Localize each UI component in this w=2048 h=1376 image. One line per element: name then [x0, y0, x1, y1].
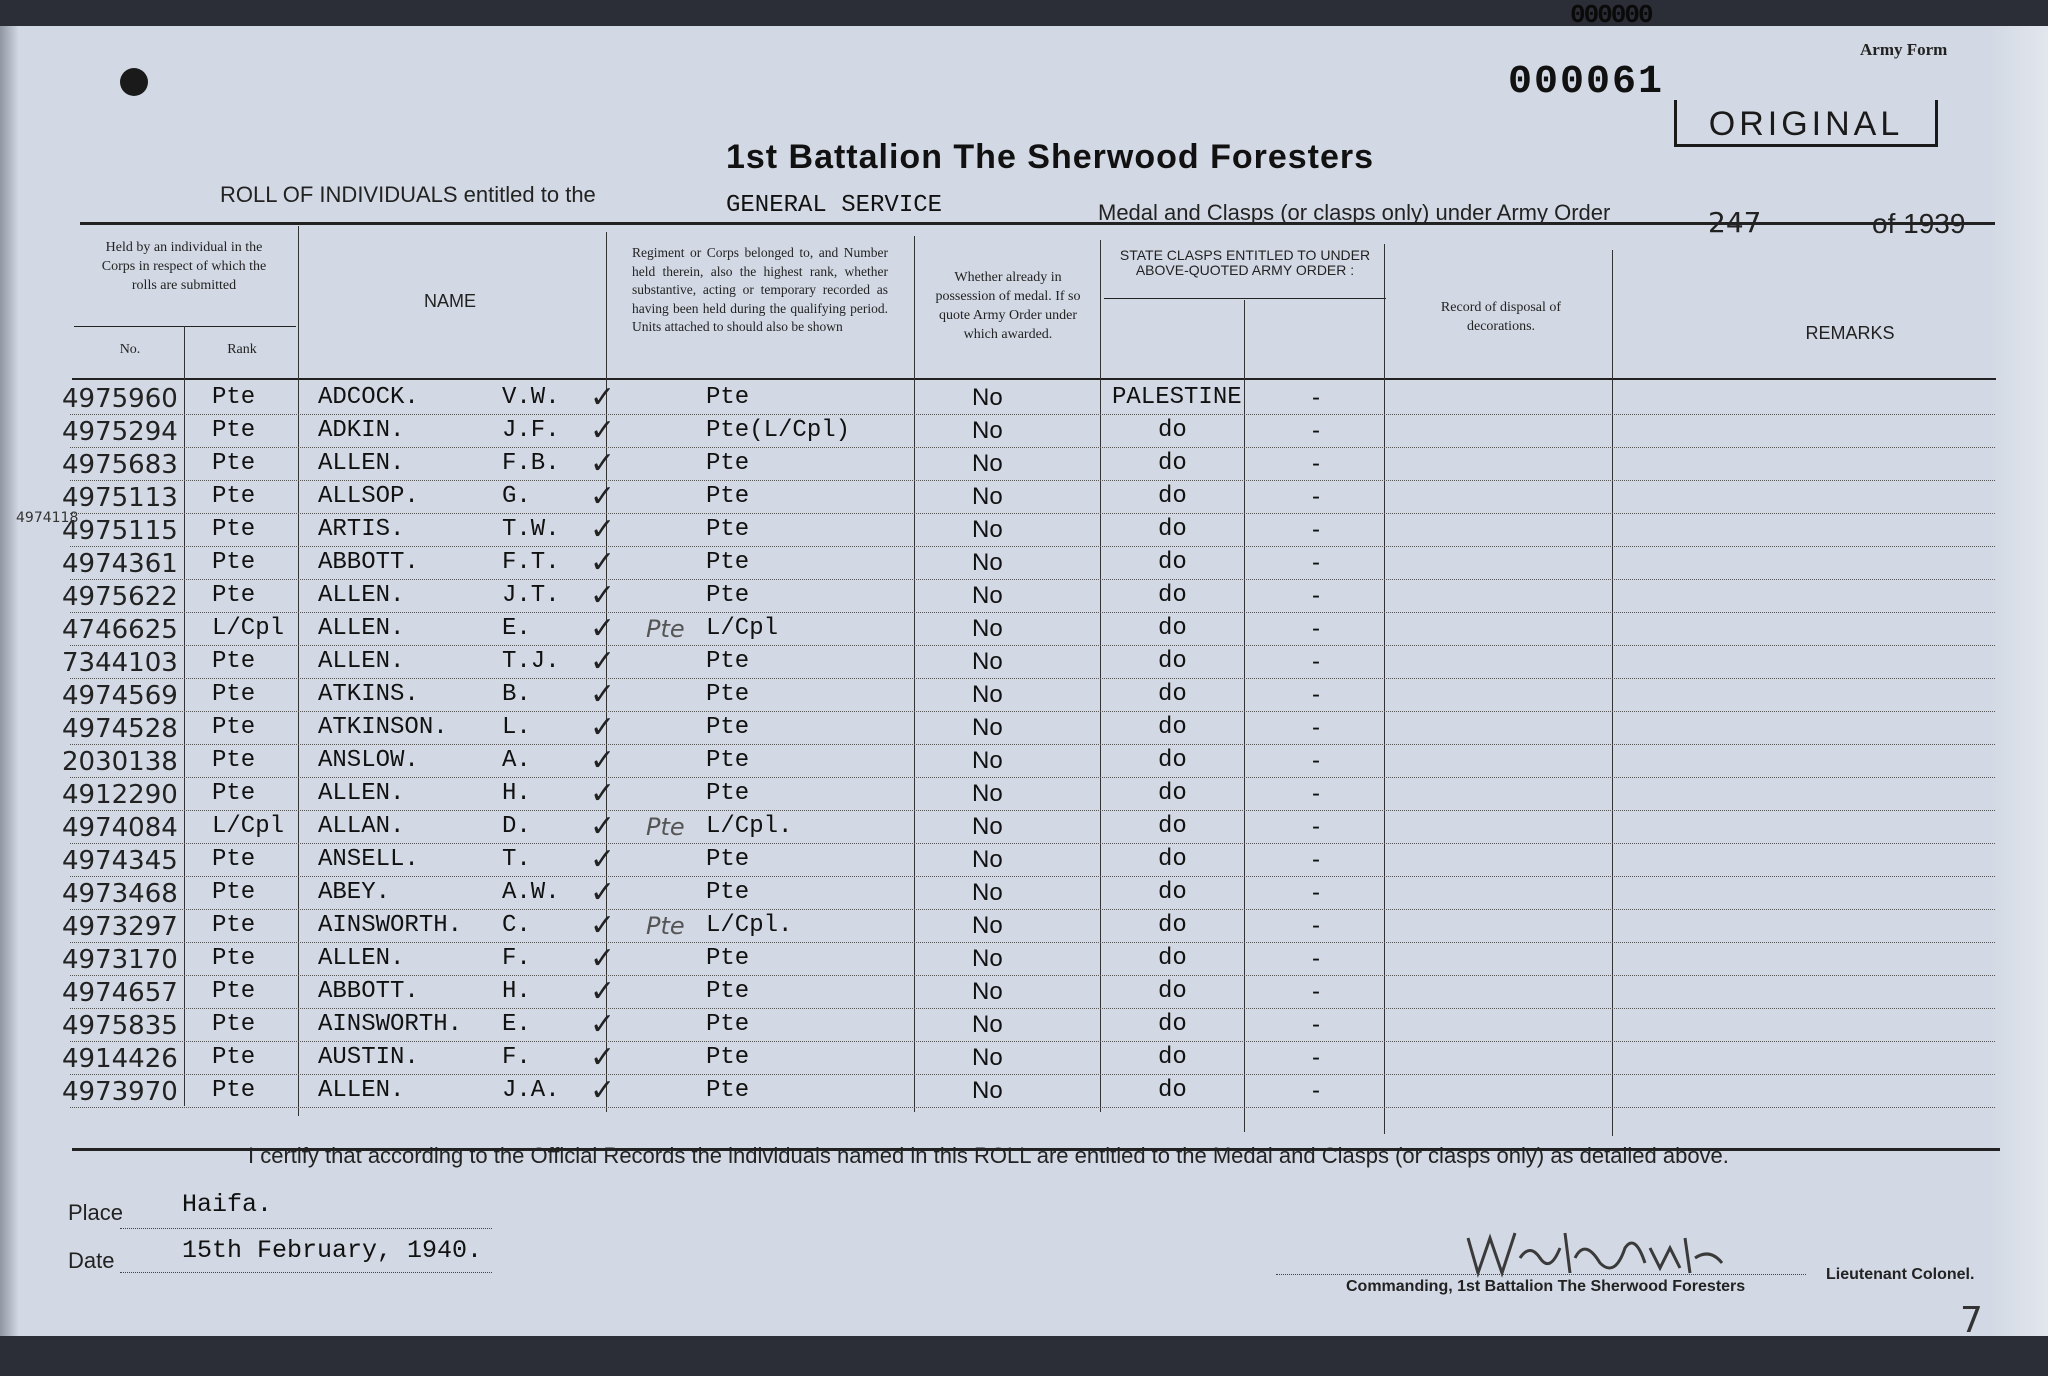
initials: T. [502, 846, 531, 873]
page-title: 1st Battalion The Sherwood Foresters [725, 138, 1375, 176]
surname: ALLEN. [318, 945, 405, 972]
clasp-second: - [1312, 813, 1320, 840]
place-label: Place [68, 1200, 124, 1225]
header-disposal: Record of disposal of decorations. [1440, 300, 1562, 334]
rank-value: Pte [212, 450, 256, 477]
header-possession: Whether already in possession of medal. If so quote Army Order under which awarded. [935, 270, 1081, 342]
held-by-rule [74, 326, 296, 327]
surname: ADKIN. [318, 417, 405, 444]
regiment-rank: Pte [706, 384, 750, 411]
date-line [120, 1272, 492, 1273]
header-bottom-rule [72, 378, 1996, 380]
clasp-second: - [1312, 1044, 1320, 1071]
initials: B. [502, 681, 531, 708]
rank-value: L/Cpl [212, 615, 285, 642]
check-mark-icon: ✓ [590, 711, 616, 744]
clasp-second: - [1312, 1077, 1320, 1104]
regiment-rank: Pte [706, 648, 750, 675]
possession-value: No [972, 945, 1003, 972]
initials: F.B. [502, 450, 560, 477]
check-mark-icon: ✓ [590, 1074, 616, 1107]
possession-value: No [972, 582, 1003, 609]
possession-value: No [972, 483, 1003, 510]
possession-value: No [972, 417, 1003, 444]
regiment-rank: Pte [706, 681, 750, 708]
regiment-rank: Pte [706, 978, 750, 1005]
surname: ABBOTT. [318, 549, 419, 576]
clasp-value: do [1158, 450, 1187, 477]
surname: AUSTIN. [318, 1044, 419, 1071]
possession-value: No [972, 450, 1003, 477]
clasp-value: do [1158, 516, 1187, 543]
clasp-value: do [1158, 648, 1187, 675]
service-number: 4975683 [62, 450, 178, 480]
clasp-second: - [1312, 846, 1320, 873]
initials: T.W. [502, 516, 560, 543]
rank-value: Pte [212, 780, 256, 807]
clasp-value: do [1158, 879, 1187, 906]
clasp-second: - [1312, 1011, 1320, 1038]
row-rule [70, 546, 1995, 547]
possession-value: No [972, 813, 1003, 840]
handwritten-rank: Pte [646, 813, 685, 841]
possession-value: No [972, 648, 1003, 675]
margin-note: 4974118 [16, 510, 79, 526]
clasp-second: - [1312, 582, 1320, 609]
regiment-rank: Pte [706, 1011, 750, 1038]
check-mark-icon: ✓ [590, 480, 616, 513]
certification-text: I certify that according to the Official Records the individuals named in this ROLL are entitled to the Medal and Clasps (or clasps only) as detailed above. [248, 1143, 1729, 1168]
initials: L. [502, 714, 531, 741]
rank-value: Pte [212, 978, 256, 1005]
clasp-second: - [1312, 879, 1320, 906]
check-mark-icon: ✓ [590, 513, 616, 546]
service-number: 4975115 [62, 516, 178, 546]
regiment-rank: Pte [706, 1077, 750, 1104]
clasp-value: do [1158, 549, 1187, 576]
clasp-second: - [1312, 549, 1320, 576]
surname: ALLEN. [318, 1077, 405, 1104]
page-mark: 7 [1960, 1300, 1983, 1341]
possession-value: No [972, 615, 1003, 642]
row-rule [70, 777, 1995, 778]
row-rule [70, 414, 1995, 415]
clasp-second: - [1312, 780, 1320, 807]
regiment-rank: Pte [706, 549, 750, 576]
possession-value: No [972, 516, 1003, 543]
service-number: 2030138 [62, 747, 178, 777]
col-divider [1384, 244, 1385, 1134]
row-rule [70, 975, 1995, 976]
service-number: 4974657 [62, 978, 178, 1008]
place-line [120, 1228, 492, 1229]
rank-value: Pte [212, 1077, 256, 1104]
service-number: 7344103 [62, 648, 178, 678]
surname: ANSELL. [318, 846, 419, 873]
medal-clasp-text: Medal and Clasps (or clasps only) under Army Order [1098, 200, 1611, 225]
clasp-value: do [1158, 582, 1187, 609]
regiment-rank: Pte [706, 846, 750, 873]
regiment-rank: L/Cpl. [706, 813, 793, 840]
clasp-value: do [1158, 1011, 1187, 1038]
clasp-value: do [1158, 912, 1187, 939]
rank-value: Pte [212, 648, 256, 675]
row-rule [70, 480, 1995, 481]
surname: ABEY. [318, 879, 391, 906]
initials: H. [502, 780, 531, 807]
initials: E. [502, 1011, 531, 1038]
rank-value: Pte [212, 846, 256, 873]
possession-value: No [972, 384, 1003, 411]
row-rule [70, 1041, 1995, 1042]
regiment-rank: Pte [706, 483, 750, 510]
row-rule [70, 1107, 1995, 1108]
scan-left-edge [0, 0, 18, 1376]
check-mark-icon: ✓ [590, 447, 616, 480]
initials: F.T. [502, 549, 560, 576]
signature-line [1276, 1274, 1806, 1275]
rank-value: Pte [212, 879, 256, 906]
commanding-text: Commanding, 1st Battalion The Sherwood Foresters [1346, 1278, 1746, 1295]
army-order-number: 247 [1708, 206, 1762, 239]
service-number: 4974528 [62, 714, 178, 744]
date-label: Date [68, 1248, 115, 1273]
initials: A. [502, 747, 531, 774]
clasp-second: - [1312, 648, 1320, 675]
check-mark-icon: ✓ [590, 744, 616, 777]
initials: T.J. [502, 648, 560, 675]
possession-value: No [972, 714, 1003, 741]
clasp-second: - [1312, 747, 1320, 774]
row-rule [70, 579, 1995, 580]
rank-value: Pte [212, 516, 256, 543]
service-number: 4973297 [62, 912, 178, 942]
row-rule [70, 711, 1995, 712]
regiment-rank: Pte [706, 945, 750, 972]
scan-right-edge [1990, 0, 2048, 1376]
rank-value: Pte [212, 549, 256, 576]
header-regiment: Regiment or Corps belonged to, and Number held therein, also the highest rank, whether substantive, acting or temporary recorded as having been held during the qualifying period. Units attached to should also be shown [632, 245, 888, 334]
initials: F. [502, 945, 531, 972]
rank-value: Pte [212, 582, 256, 609]
serial-number: 000061 [1508, 60, 1665, 105]
roll-text: ROLL OF INDIVIDUALS entitled to the [220, 182, 596, 207]
service-number: 4975113 [62, 483, 178, 513]
clasp-second: - [1312, 417, 1320, 444]
clasp-second: - [1312, 450, 1320, 477]
regiment-rank: Pte [706, 747, 750, 774]
army-form-label: Army Form [1860, 40, 1948, 59]
service-number: 4975622 [62, 582, 178, 612]
surname: ALLEN. [318, 648, 405, 675]
of-text: of 19 [1872, 208, 1935, 239]
rank-value: Pte [212, 1044, 256, 1071]
initials: J.T. [502, 582, 560, 609]
rank-value: Pte [212, 945, 256, 972]
row-rule [70, 909, 1995, 910]
surname: ALLEN. [318, 450, 405, 477]
clasp-value: do [1158, 1044, 1187, 1071]
clasp-value: do [1158, 747, 1187, 774]
check-mark-icon: ✓ [590, 975, 616, 1008]
clasp-value: do [1158, 1077, 1187, 1104]
initials: E. [502, 615, 531, 642]
regiment-rank: Pte [706, 450, 750, 477]
rank-value: Pte [212, 384, 256, 411]
check-mark-icon: ✓ [590, 645, 616, 678]
surname: AINSWORTH. [318, 912, 463, 939]
service-number: 4973170 [62, 945, 178, 975]
regiment-rank: Pte [706, 516, 750, 543]
possession-value: No [972, 978, 1003, 1005]
regiment-rank: Pte(L/Cpl) [706, 417, 851, 444]
clasp-value: do [1158, 846, 1187, 873]
rank-value: L/Cpl [212, 813, 285, 840]
initials: V.W. [502, 384, 560, 411]
ink-blot [120, 68, 148, 96]
check-mark-icon: ✓ [590, 1041, 616, 1074]
row-rule [70, 810, 1995, 811]
possession-value: No [972, 846, 1003, 873]
rank-value: Pte [212, 912, 256, 939]
row-rule [70, 678, 1995, 679]
clasp-value: do [1158, 681, 1187, 708]
year-handwritten: 39 [1934, 208, 1966, 239]
service-number: 4975835 [62, 1011, 178, 1041]
surname: ANSLOW. [318, 747, 419, 774]
service-number: 4973970 [62, 1077, 178, 1107]
rank-value: Pte [212, 747, 256, 774]
service-number: 4912290 [62, 780, 178, 810]
service-number: 4975960 [62, 384, 178, 414]
rank-title: Lieutenant Colonel. [1826, 1266, 1975, 1283]
possession-value: No [972, 1077, 1003, 1104]
clasp-second: - [1312, 384, 1320, 411]
check-mark-icon: ✓ [590, 810, 616, 843]
clasp-second: - [1312, 483, 1320, 510]
service-number: 4914426 [62, 1044, 178, 1074]
date-value: 15th February, 1940. [182, 1236, 483, 1265]
surname: ADCOCK. [318, 384, 419, 411]
clasp-second: - [1312, 615, 1320, 642]
regiment-rank: Pte [706, 879, 750, 906]
initials: A.W. [502, 879, 560, 906]
scan-top-border [0, 0, 2048, 26]
header-rank: Rank [227, 342, 257, 357]
initials: H. [502, 978, 531, 1005]
initials: J.A. [502, 1077, 560, 1104]
rank-value: Pte [212, 681, 256, 708]
initials: C. [502, 912, 531, 939]
surname: ATKINSON. [318, 714, 448, 741]
clasp-value: do [1158, 813, 1187, 840]
clasp-second: - [1312, 978, 1320, 1005]
row-rule [70, 1074, 1995, 1075]
rank-value: Pte [212, 1011, 256, 1038]
top-stamp: 000000 [1570, 0, 1652, 30]
check-mark-icon: ✓ [590, 678, 616, 711]
clasp-second: - [1312, 516, 1320, 543]
clasp-value: do [1158, 483, 1187, 510]
handwritten-rank: Pte [646, 912, 685, 940]
header-clasps: STATE CLASPS ENTITLED TO UNDER ABOVE-QUOTED ARMY ORDER : [1119, 247, 1371, 278]
possession-value: No [972, 912, 1003, 939]
rank-value: Pte [212, 714, 256, 741]
regiment-rank: L/Cpl. [706, 912, 793, 939]
handwritten-rank: Pte [646, 615, 685, 643]
initials: D. [502, 813, 531, 840]
initials: F. [502, 1044, 531, 1071]
clasp-value: do [1158, 780, 1187, 807]
row-rule [70, 612, 1995, 613]
check-mark-icon: ✓ [590, 777, 616, 810]
clasp-value: do [1158, 714, 1187, 741]
surname: ATKINS. [318, 681, 419, 708]
row-rule [70, 645, 1995, 646]
check-mark-icon: ✓ [590, 909, 616, 942]
clasp-second: - [1312, 945, 1320, 972]
service-number: 4974569 [62, 681, 178, 711]
regiment-rank: Pte [706, 1044, 750, 1071]
regiment-rank: Pte [706, 582, 750, 609]
col-divider [1100, 240, 1101, 1112]
original-stamp: ORIGINAL [1674, 100, 1938, 147]
surname: ALLAN. [318, 813, 405, 840]
surname: ABBOTT. [318, 978, 419, 1005]
surname: ALLEN. [318, 780, 405, 807]
col-divider [1612, 250, 1613, 1136]
header-held-by: Held by an individual in the Corps in respect of which the rolls are submitted [101, 240, 267, 293]
check-mark-icon: ✓ [590, 876, 616, 909]
col-divider [914, 236, 915, 1112]
possession-value: No [972, 1044, 1003, 1071]
row-rule [70, 447, 1995, 448]
service-number: 4746625 [62, 615, 178, 645]
possession-value: No [972, 747, 1003, 774]
regiment-rank: Pte [706, 714, 750, 741]
surname: AINSWORTH. [318, 1011, 463, 1038]
row-rule [70, 1008, 1995, 1009]
surname: ALLSOP. [318, 483, 419, 510]
check-mark-icon: ✓ [590, 612, 616, 645]
medal-type: GENERAL SERVICE [726, 192, 943, 219]
check-mark-icon: ✓ [590, 414, 616, 447]
surname: ARTIS. [318, 516, 405, 543]
initials: G. [502, 483, 531, 510]
clasp-value: do [1158, 615, 1187, 642]
regiment-rank: L/Cpl [706, 615, 779, 642]
service-number: 4974084 [62, 813, 178, 843]
row-rule [70, 876, 1995, 877]
check-mark-icon: ✓ [590, 546, 616, 579]
possession-value: No [972, 681, 1003, 708]
row-rule [70, 744, 1995, 745]
service-number: 4973468 [62, 879, 178, 909]
check-mark-icon: ✓ [590, 1008, 616, 1041]
rank-value: Pte [212, 483, 256, 510]
regiment-rank: Pte [706, 780, 750, 807]
header-no: No. [119, 342, 141, 357]
surname: ALLEN. [318, 615, 405, 642]
service-number: 4974361 [62, 549, 178, 579]
scan-bottom-border [0, 1336, 2048, 1376]
check-mark-icon: ✓ [590, 843, 616, 876]
service-number: 4974345 [62, 846, 178, 876]
row-rule [70, 942, 1995, 943]
possession-value: No [972, 879, 1003, 906]
check-mark-icon: ✓ [590, 381, 616, 414]
clasp-value: do [1158, 417, 1187, 444]
col-divider [184, 326, 185, 1106]
clasp-value: do [1158, 978, 1187, 1005]
table-top-rule [80, 222, 1995, 225]
surname: ALLEN. [318, 582, 405, 609]
clasp-second: - [1312, 714, 1320, 741]
row-rule [70, 843, 1995, 844]
header-name: NAME [423, 291, 476, 311]
service-number: 4975294 [62, 417, 178, 447]
clasp-second: - [1312, 681, 1320, 708]
initials: J.F. [502, 417, 560, 444]
clasp-value: PALESTINE [1112, 384, 1242, 411]
clasp-header-rule [1104, 298, 1386, 299]
clasp-second: - [1312, 912, 1320, 939]
col-divider [298, 226, 299, 1116]
rank-value: Pte [212, 417, 256, 444]
check-mark-icon: ✓ [590, 942, 616, 975]
header-remarks: REMARKS [1805, 323, 1895, 343]
possession-value: No [972, 780, 1003, 807]
place-value: Haifa. [182, 1190, 273, 1219]
clasp-value: do [1158, 945, 1187, 972]
possession-value: No [972, 1011, 1003, 1038]
check-mark-icon: ✓ [590, 579, 616, 612]
row-rule [70, 513, 1995, 514]
possession-value: No [972, 549, 1003, 576]
